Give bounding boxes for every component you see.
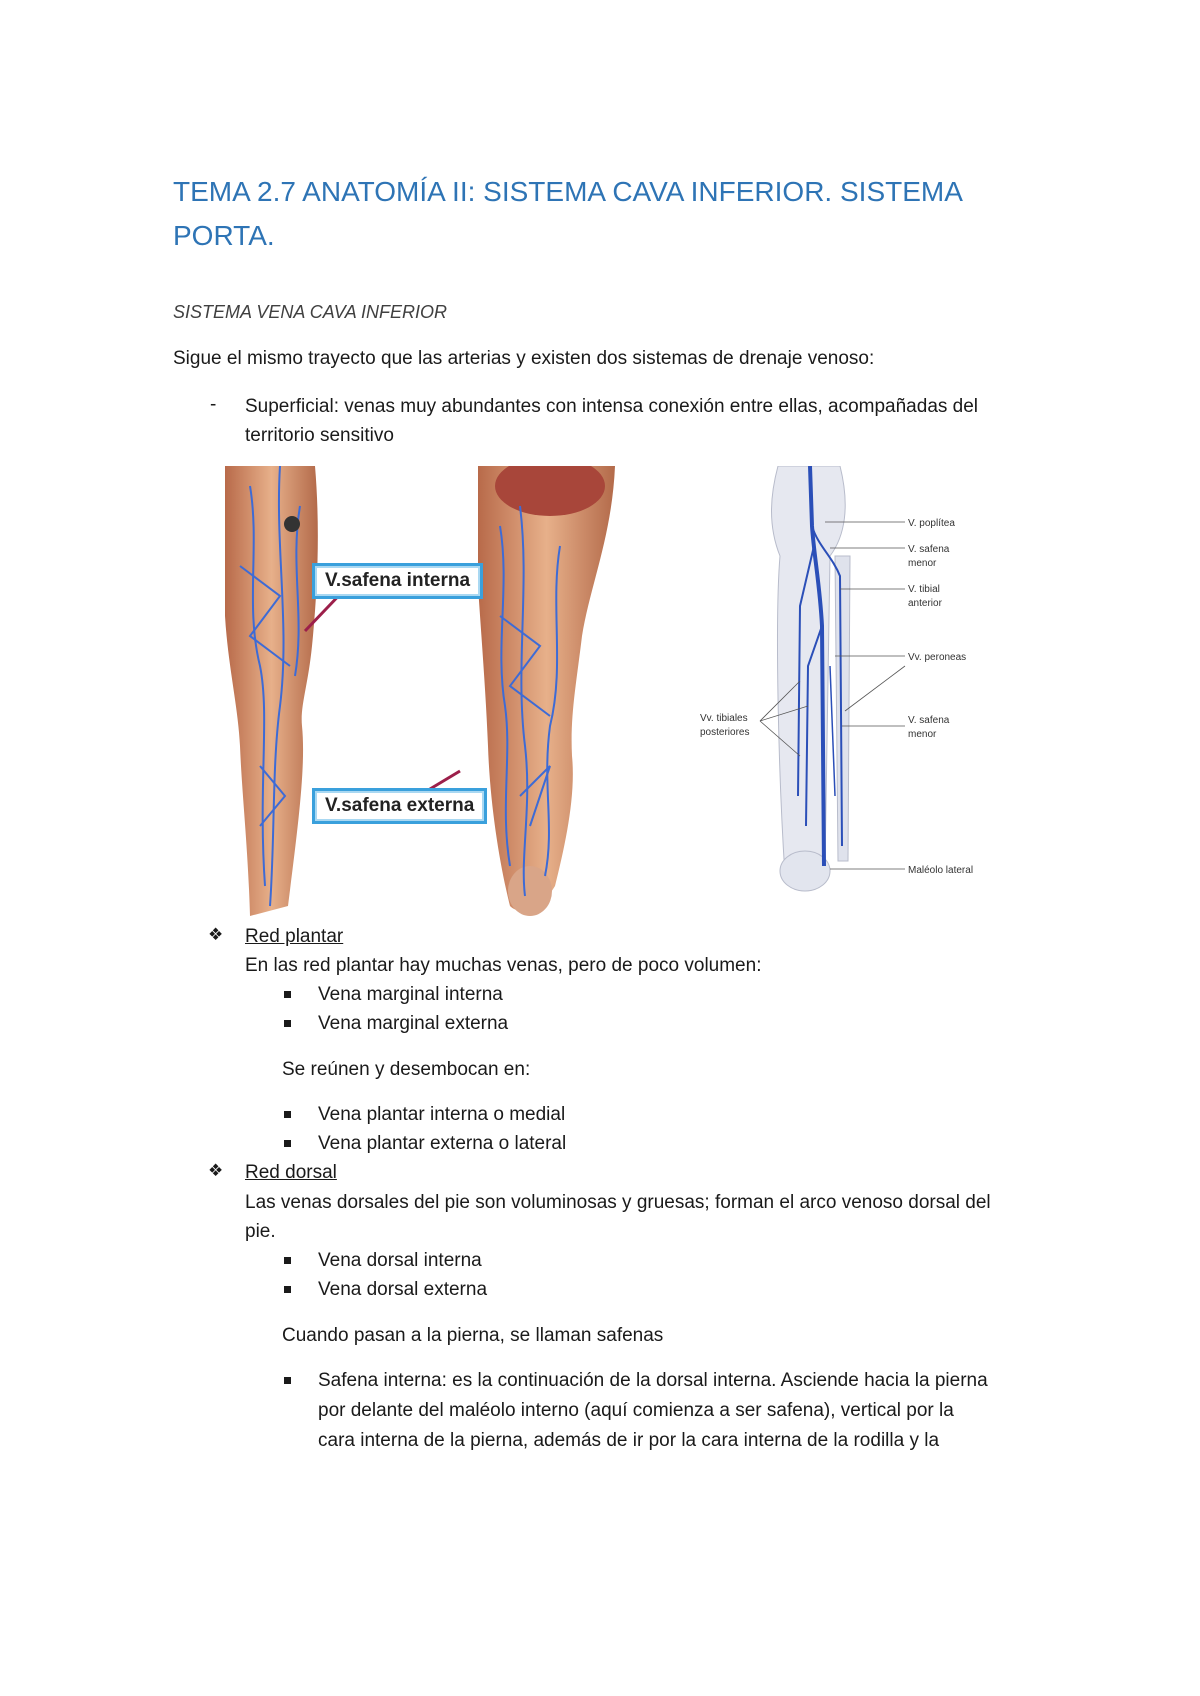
diamond-bullet-icon: ❖ (208, 925, 224, 944)
list-item: Vena marginal interna (318, 984, 503, 1005)
leg-veins-diagram (700, 466, 1000, 896)
join-text: Se reúnen y desembocan en: (282, 1059, 531, 1080)
safenas-text: Cuando pasan a la pierna, se llaman safenas (282, 1325, 664, 1346)
label-safena-interna: V.safena interna (312, 563, 483, 599)
list-item: Vena dorsal interna (318, 1250, 482, 1271)
square-bullet-icon (284, 1286, 291, 1293)
label-safena-menor2-b: menor (908, 729, 937, 740)
label-maleolo: Maléolo lateral (908, 865, 974, 876)
safena-interna-line-1: Safena interna: es la continuación de la dorsal interna. Asciende hacia la pierna (318, 1370, 988, 1391)
list-item: Vena plantar externa o lateral (318, 1133, 567, 1154)
diamond-bullet-icon: ❖ (208, 1161, 224, 1180)
label-safena-externa: V.safena externa (312, 788, 487, 824)
list-item: Vena dorsal externa (318, 1279, 488, 1300)
red-plantar-text: En las red plantar hay muchas venas, pero de poco volumen: (245, 955, 762, 976)
red-dorsal-heading: Red dorsal (245, 1162, 337, 1183)
legs-illustration-svg (220, 466, 620, 916)
label-tibial-a: V. tibial (908, 584, 940, 595)
label-tibiales-a: Vv. tibiales (700, 713, 748, 724)
label-safena-menor-a: V. safena (908, 544, 950, 555)
section-heading: SISTEMA VENA CAVA INFERIOR (173, 302, 448, 322)
square-bullet-icon (284, 1377, 291, 1384)
label-peroneas: Vv. peroneas (908, 652, 967, 663)
square-bullet-icon (284, 1140, 291, 1147)
label-safena-menor-b: menor (908, 558, 937, 569)
label-poplitea: V. poplítea (908, 518, 955, 529)
square-bullet-icon (284, 1257, 291, 1264)
square-bullet-icon (284, 1111, 291, 1118)
square-bullet-icon (284, 1020, 291, 1027)
label-tibiales-b: posteriores (700, 727, 750, 738)
leg-veins-diagram-svg (700, 466, 1000, 896)
red-plantar-heading: Red plantar (245, 926, 344, 947)
label-tibial-b: anterior (908, 598, 942, 609)
list-item: Vena marginal externa (318, 1013, 509, 1034)
list-dash: - (210, 394, 217, 415)
safena-interna-line-2: por delante del maléolo interno (aquí comienza a ser safena), vertical por la (318, 1400, 954, 1421)
safena-interna-line-3: cara interna de la pierna, además de ir por la cara interna de la rodilla y la (318, 1430, 940, 1451)
intro-paragraph: Sigue el mismo trayecto que las arterias y existen dos sistemas de drenaje venoso: (173, 348, 875, 369)
label-safena-menor2-a: V. safena (908, 715, 950, 726)
red-dorsal-text-2: pie. (245, 1221, 276, 1242)
superficial-line-2: territorio sensitivo (245, 425, 394, 446)
square-bullet-icon (284, 991, 291, 998)
list-item: Vena plantar interna o medial (318, 1104, 566, 1125)
page-title: TEMA 2.7 ANATOMÍA II: SISTEMA CAVA INFERIOR. SISTEMA PORTA. (173, 176, 962, 251)
legs-vein-illustration (220, 466, 620, 916)
red-dorsal-text-1: Las venas dorsales del pie son voluminosas y gruesas; forman el arco venoso dorsal del (245, 1192, 991, 1213)
superficial-line-1: Superficial: venas muy abundantes con intensa conexión entre ellas, acompañadas del (245, 396, 979, 417)
